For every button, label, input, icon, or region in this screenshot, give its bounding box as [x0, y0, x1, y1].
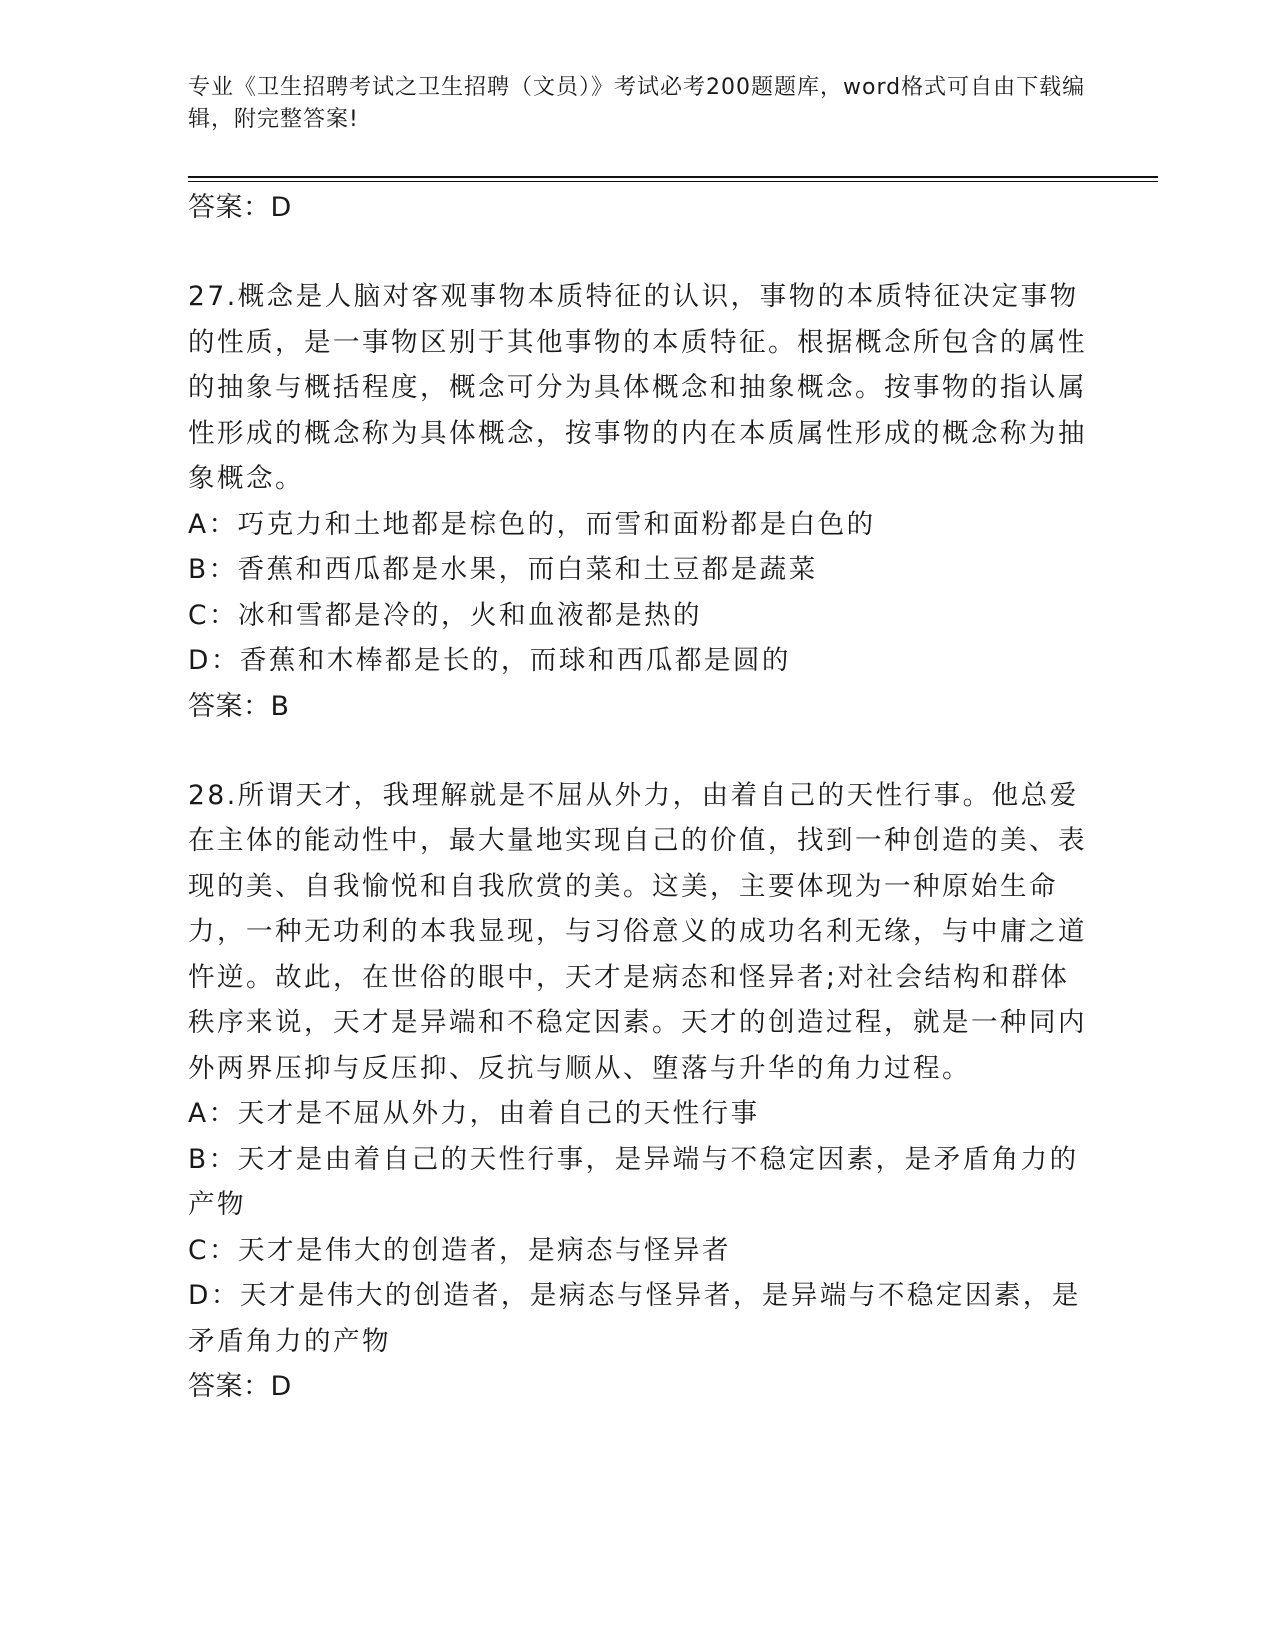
question-answer: 答案：B	[188, 690, 290, 722]
option-d: D：天才是伟大的创造者，是病态与怪异者，是异端与不稳定因素，是矛盾角力的产物	[188, 1280, 1081, 1357]
option-b: B：香蕉和西瓜都是水果，而白菜和土豆都是蔬菜	[188, 554, 818, 585]
question-28	[188, 773, 1088, 1411]
header-divider-thick	[188, 176, 1158, 178]
document-header: 专业《卫生招聘考试之卫生招聘（文员）》考试必考200题题库，word格式可自由下载编辑，附完整答案!	[188, 75, 1086, 132]
option-b: B：天才是由着自己的天性行事，是异端与不稳定因素，是矛盾角力的产物	[188, 1143, 1079, 1220]
option-a: A：天才是不屈从外力，由着自己的天性行事	[188, 1098, 760, 1129]
question-stem: 27.概念是人脑对客观事物本质特征的认识，事物的本质特征决定事物的性质，是一事物区别于其他事物的本质特征。根据概念所包含的属性的抽象与概括程度，概念可分为具体概念和抽象概念。按事物的指认属性形成的概念称为具体概念，按事物的内在本质属性形成的概念称为抽象概念。	[188, 281, 1087, 494]
question-answer: 答案：D	[188, 1371, 292, 1402]
previous-answer: 答案：D	[188, 192, 292, 223]
option-c: C：天才是伟大的创造者，是病态与怪异者	[188, 1234, 732, 1266]
question-stem: 28.所谓天才，我理解就是不屈从外力，由着自己的天性行事。他总爱在主体的能动性中，最大量地实现自己的价值，找到一种创造的美、表现的美、自我愉悦和自我欣赏的美。这美，主要体现为一种原始生命力，一种无功利的本我显现，与习俗意义的成功名利无缘，与中庸之道忤逆。故此，在世俗的眼中，天才是病态和怪异者;对社会结构和群体秩序来说，天才是异端和不稳定因素。天才的创造过程，就是一种同内外两界压抑与反压抑、反抗与顺从、堕落与升华的角力过程。	[188, 779, 1087, 1084]
question-27	[188, 274, 1088, 730]
document-body	[188, 185, 1088, 1410]
option-a: A：巧克力和土地都是棕色的，而雪和面粉都是白色的	[188, 508, 876, 540]
option-d: D：香蕉和木棒都是长的，而球和西瓜都是圆的	[188, 645, 791, 676]
option-c: C：冰和雪都是冷的，火和血液都是热的	[188, 599, 703, 631]
header-divider-thin	[188, 181, 1158, 182]
